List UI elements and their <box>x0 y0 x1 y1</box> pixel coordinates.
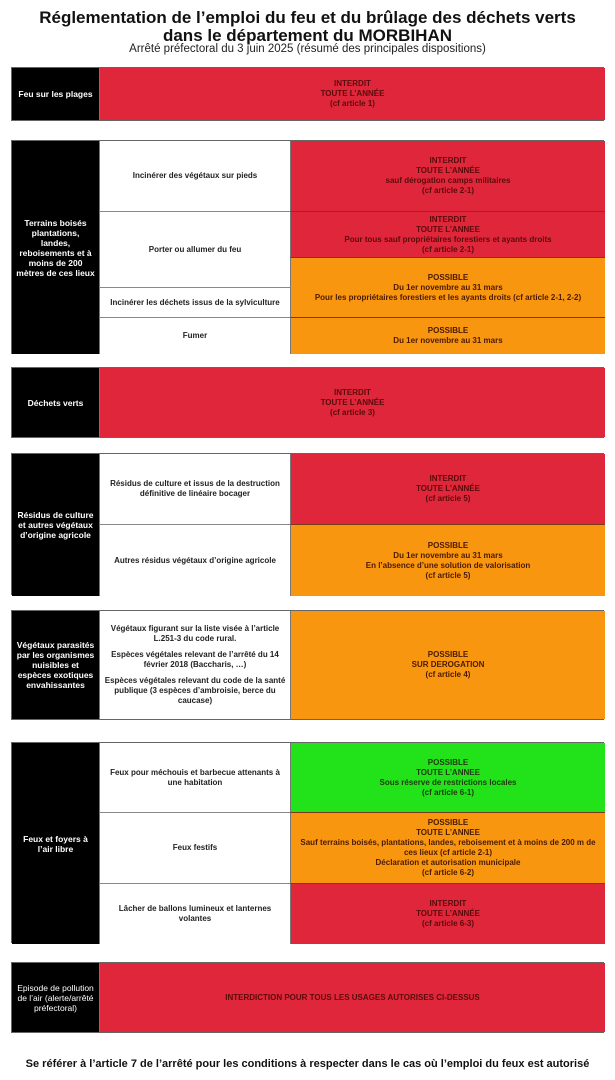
activity-cell: Feux festifs <box>99 813 290 884</box>
section-dechets-verts <box>11 367 604 438</box>
status-text: TOUTE L’ANNEE <box>416 767 480 777</box>
section-parasites <box>11 610 604 720</box>
activity-cell: Autres résidus végétaux d’origine agricole <box>99 525 290 596</box>
section-feux <box>11 742 604 943</box>
category-label: Végétaux parasités par les organismes nuisibles et espèces exotiques envahissantes <box>12 611 99 719</box>
status-text: (cf article 6-1) <box>421 787 475 797</box>
status-text: (cf article 2-1) <box>421 186 475 195</box>
status-text: Pour les propriétaires forestiers et les ayants droits (cf article 2-1, 2-2) <box>314 292 582 302</box>
activity-cell: Lâcher de ballons lumineux et lanternes volantes <box>99 884 290 944</box>
status-text: Déclaration et autorisation municipale <box>375 858 521 867</box>
status-text: Du 1er novembre au 31 mars <box>393 550 503 560</box>
status-text: TOUTE L’ANNÉE <box>320 89 385 98</box>
status-text: POSSIBLE <box>427 650 469 659</box>
status-text: INTERDIT <box>429 899 467 908</box>
status-cell <box>290 141 605 212</box>
status-text: Du 1er novembre au 31 mars <box>393 336 503 345</box>
activity-cell: Fumer <box>99 318 290 354</box>
status-text: INTERDIT <box>334 387 371 397</box>
status-cell <box>99 368 605 437</box>
status-cell <box>99 68 605 120</box>
status-cell <box>290 884 605 944</box>
section-terrains <box>11 140 604 354</box>
status-text: INTERDIT <box>429 156 467 165</box>
status-text: Sauf terrains boisés, plantations, landes, reboisement et à moins de 200 m de ces lieux (cf article 2-1) <box>300 838 596 857</box>
status-cell <box>290 318 605 354</box>
status-text: TOUTE L’ANNÉE <box>416 166 480 175</box>
activity-cell <box>99 611 290 719</box>
category-label: Feux et foyers à l’air libre <box>12 743 99 944</box>
status-text: Du 1er novembre au 31 mars <box>393 282 503 292</box>
status-text: TOUTE L’ANNEE <box>416 828 480 837</box>
status-cell <box>290 258 605 318</box>
status-text: POSSIBLE <box>427 272 469 282</box>
document-title-line2: dans le département du MORBIHAN <box>162 26 453 45</box>
activity-cell: Porter ou allumer du feu <box>99 212 290 288</box>
status-text: (cf article 3) <box>330 407 375 417</box>
category-label: Feu sur les plages <box>12 68 99 120</box>
status-text: TOUTE L’ANNÉE <box>416 909 480 918</box>
status-text: Sous réserve de restrictions locales <box>379 777 517 787</box>
status-text: sauf dérogation camps militaires <box>385 176 511 185</box>
status-text: En l’absence d’une solution de valorisation <box>365 560 531 570</box>
status-text: (cf article 1) <box>330 99 375 108</box>
status-text: POSSIBLE <box>427 326 469 335</box>
status-text: INTERDIT <box>429 214 467 224</box>
status-text: TOUTE L’ANNÉE <box>320 397 385 407</box>
category-label: Episode de pollution de l’air (alerte/arrêté préfectoral) <box>12 963 99 1032</box>
activity-text: Espèces végétales relevant du code de la santé publique (3 espèces d’ambroisie, berce du caucase) <box>104 676 286 705</box>
activity-text: Espèces végétales relevant de l’arrêté du 14 février 2018 (Baccharis, …) <box>111 650 279 669</box>
category-label: Déchets verts <box>12 368 99 437</box>
status-text: POSSIBLE <box>427 540 469 550</box>
status-cell <box>290 611 605 719</box>
activity-text: Végétaux figurant sur la liste visée à l’article L.251-3 du code rural. <box>110 624 280 643</box>
activity-cell: Incinérer des végétaux sur pieds <box>99 141 290 212</box>
footer-note: Se référer à l’article 7 de l’arrêté pour les conditions à respecter dans le cas où l’emploi du feux est autorisé <box>25 1058 590 1070</box>
document-title: Réglementation de l’emploi du feu et du brûlage des déchets verts <box>39 8 576 27</box>
status-text: POSSIBLE <box>427 757 469 767</box>
status-text: POSSIBLE <box>427 818 469 827</box>
status-text: (cf article 5) <box>425 570 471 580</box>
status-text: INTERDIT <box>334 79 371 88</box>
category-label: Terrains boisés plantations, landes, reboisements et à moins de 200 mètres de ces lieux <box>12 141 99 354</box>
status-cell <box>290 743 605 813</box>
category-label: Résidus de culture et autres végétaux d’origine agricole <box>12 454 99 596</box>
status-text: (cf article 6-3) <box>421 919 475 928</box>
status-cell <box>99 963 605 1032</box>
document-subtitle: Arrêté préfectoral du 3 juin 2025 (résumé des principales dispositions) <box>129 43 486 55</box>
section-plages <box>11 67 604 121</box>
status-text: INTERDICTION POUR TOUS LES USAGES AUTORISES CI-DESSUS <box>225 992 480 1002</box>
section-residus <box>11 453 604 595</box>
activity-cell: Feux pour méchouis et barbecue attenants à une habitation <box>99 743 290 813</box>
status-cell <box>290 454 605 525</box>
status-text: INTERDIT <box>429 474 467 483</box>
status-text: TOUTE L’ANNEE <box>416 224 480 234</box>
status-text: (cf article 2-1) <box>421 244 475 254</box>
status-text: (cf article 5) <box>425 494 471 503</box>
status-text: (cf article 4) <box>425 670 471 679</box>
section-pollution <box>11 962 604 1033</box>
status-cell <box>290 813 605 884</box>
status-text: SUR DEROGATION <box>411 660 485 669</box>
activity-cell: Incinérer les déchets issus de la sylviculture <box>99 288 290 318</box>
status-cell <box>290 212 605 258</box>
status-text: TOUTE L’ANNÉE <box>416 484 480 493</box>
status-text: (cf article 6-2) <box>421 868 475 877</box>
activity-cell: Résidus de culture et issus de la destruction définitive de linéaire bocager <box>99 454 290 525</box>
status-text: Pour tous sauf propriétaires forestiers et ayants droits <box>344 234 552 244</box>
status-cell <box>290 525 605 596</box>
